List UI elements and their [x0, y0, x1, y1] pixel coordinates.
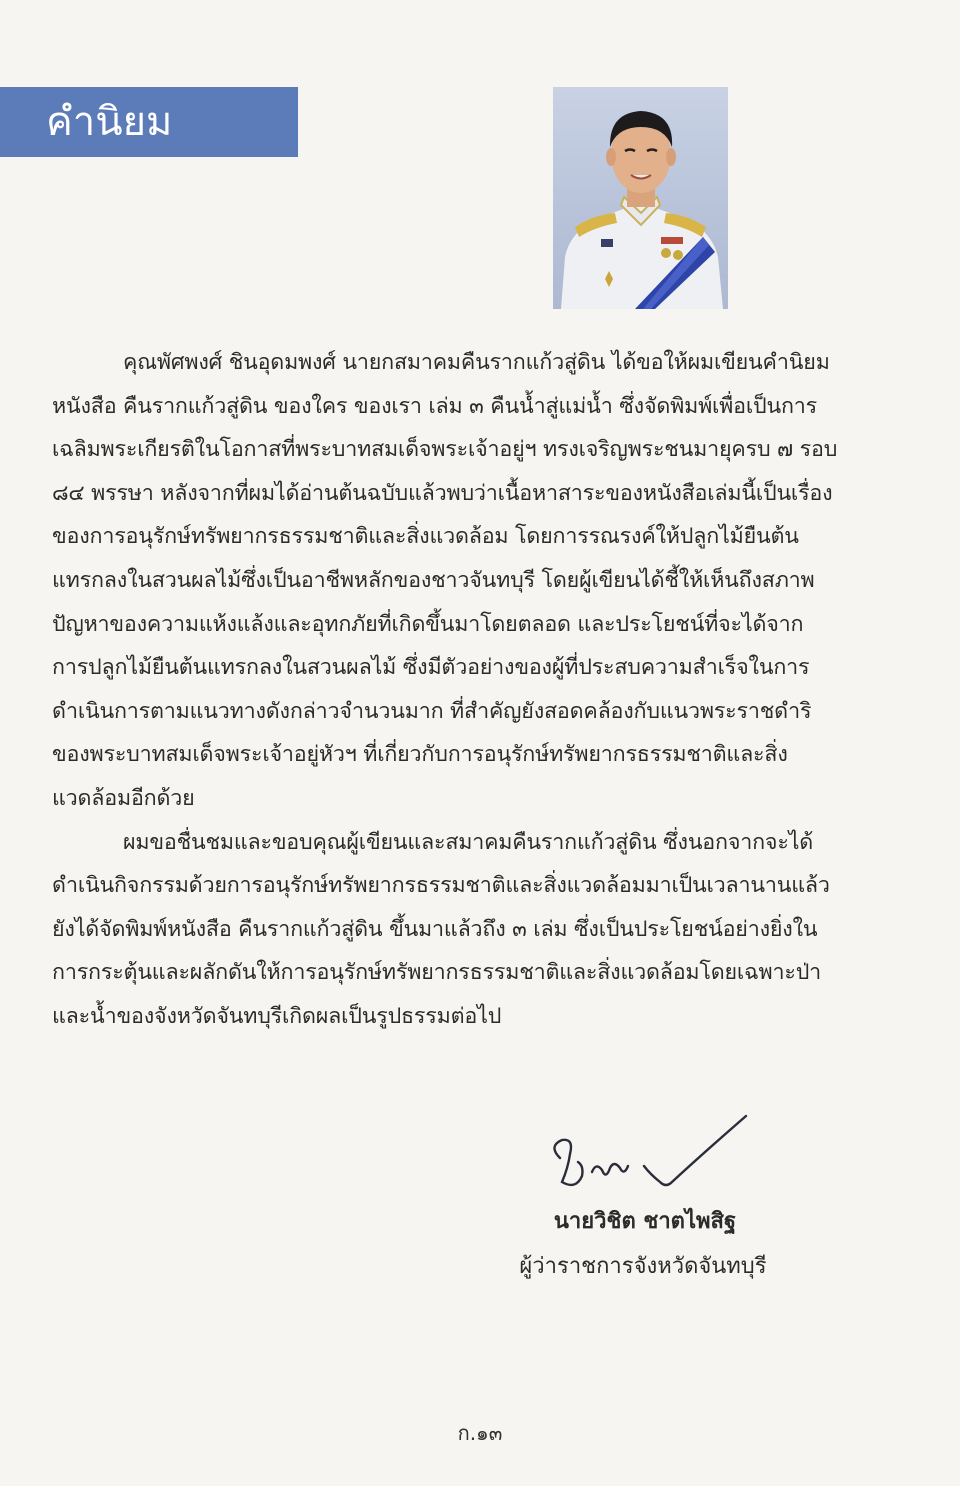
title-band — [0, 87, 298, 157]
page-number: ก.๑๓ — [457, 1421, 503, 1445]
portrait-photo — [553, 87, 728, 309]
portrait-illustration — [553, 87, 728, 309]
paragraph-1: คุณพัศพงศ์ ชินอุดมพงศ์ นายกสมาคมคืนรากแก้วสู่ดิน ได้ขอให้ผมเขียนคำนิยมหนังสือ คืนรากแก้วสู่ดิน ของใคร ของเรา เล่ม ๓ คืนน้ำสู่แม่น้ำ ซึ่งจัดพิมพ์เพื่อเป็นการเฉลิมพระเกียรติในโอกาสที่พระบาทสมเด็จพระเจ้าอยู่ฯ ทรงเจริญพระชนมายุครบ ๗ รอบ ๘๔ พรรษา หลังจากที่ผมได้อ่านต้นฉบับแล้วพบว่าเนื้อหาสาระของหนังสือเล่มนี้เป็นเรื่องของการอนุรักษ์ทรัพยากรธรรมชาติและสิ่งแวดล้อม โดยการรณรงค์ให้ปลูกไม้ยืนต้นแทรกลงในสวนผลไม้ซึ่งเป็นอาชีพหลักของชาวจันทบุรี โดยผู้เขียนได้ชี้ให้เห็นถึงสภาพปัญหาของความแห้งแล้งและอุทกภัยที่เกิดขึ้นมาโดยตลอด และประโยชน์ที่จะได้จากการปลูกไม้ยืนต้นแทรกลงในสวนผลไม้ ซึ่งมีตัวอย่างของผู้ที่ประสบความสำเร็จในการดำเนินการตามแนวทางดังกล่าวจำนวนมาก ที่สำคัญยังสอดคล้องกับแนวพระราชดำริของพระบาทสมเด็จพระเจ้าอยู่หัวฯ ที่เกี่ยวกับการอนุรักษ์ทรัพยากรธรรมชาติและสิ่งแวดล้อมอีกด้วย — [52, 350, 844, 811]
signer-name: นายวิชิต ชาตไพสิฐ — [553, 1209, 737, 1234]
paragraph-2: ผมขอชื่นชมและขอบคุณผู้เขียนและสมาคมคืนรากแก้วสู่ดิน ซึ่งนอกจากจะได้ดำเนินกิจกรรมด้วยการอนุรักษ์ทรัพยากรธรรมชาติและสิ่งแวดล้อมมาเป็นเวลานานแล้ว ยังได้จัดพิมพ์หนังสือ คืนรากแก้วสู่ดิน ขึ้นมาแล้วถึง ๓ เล่ม ซึ่งเป็นประโยชน์อย่างยิ่งในการกระตุ้นและผลักดันให้การอนุรักษ์ทรัพยากรธรรมชาติและสิ่งแวดล้อมโดยเฉพาะป่าและน้ำของจังหวัดจันทบุรีเกิดผลเป็นรูปธรรมต่อไป — [52, 829, 837, 1029]
signer-title: ผู้ว่าราชการจังหวัดจันทบุรี — [519, 1254, 767, 1279]
handwritten-signature — [540, 1110, 750, 1206]
page-title: คำนิยม — [46, 99, 173, 145]
commendation-text — [52, 341, 844, 1039]
